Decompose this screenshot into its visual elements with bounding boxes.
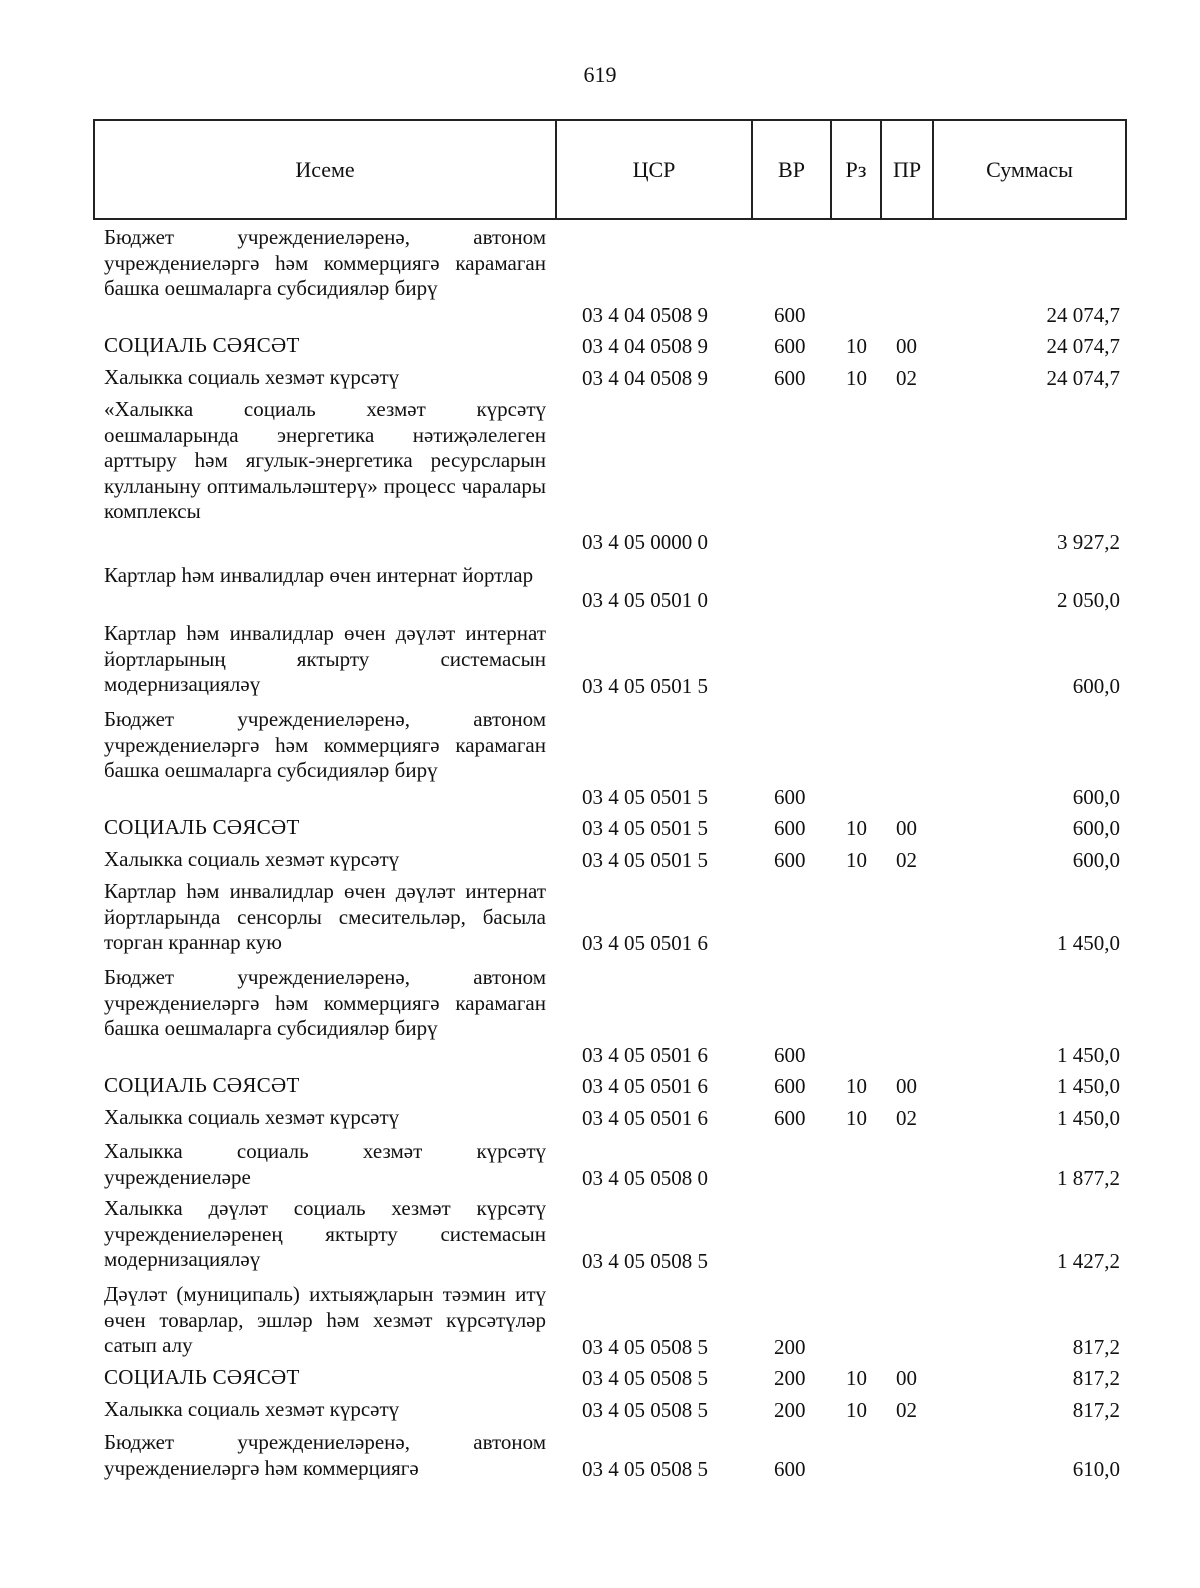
- cell-csr: 03 4 05 0501 6: [582, 930, 708, 955]
- cell-rz: 10: [846, 365, 867, 390]
- cell-csr: 03 4 05 0501 5: [582, 673, 708, 698]
- cell-sum: 600,0: [1072, 784, 1120, 809]
- cell-name: СОЦИАЛЬ СӘЯСӘТ: [104, 1365, 300, 1389]
- table-row: [0, 1365, 1200, 1391]
- table-row: [0, 815, 1200, 841]
- cell-pr: 02: [896, 1397, 917, 1422]
- cell-pr: 00: [896, 333, 917, 358]
- cell-csr: 03 4 05 0508 5: [582, 1334, 708, 1359]
- cell-rz: 10: [846, 1397, 867, 1422]
- cell-vr: 600: [774, 365, 806, 390]
- table-row: [0, 1105, 1200, 1131]
- cell-csr: 03 4 05 0501 6: [582, 1073, 708, 1098]
- table-row: [0, 1397, 1200, 1423]
- cell-vr: 600: [774, 1073, 806, 1098]
- cell-csr: 03 4 05 0501 5: [582, 847, 708, 872]
- cell-csr: 03 4 05 0501 6: [582, 1042, 708, 1067]
- cell-pr: 02: [896, 847, 917, 872]
- cell-vr: 600: [774, 1456, 806, 1481]
- cell-pr: 00: [896, 1073, 917, 1098]
- cell-sum: 600,0: [1072, 673, 1120, 698]
- cell-csr: 03 4 04 0508 9: [582, 302, 708, 327]
- cell-csr: 03 4 05 0508 5: [582, 1456, 708, 1481]
- cell-rz: 10: [846, 1105, 867, 1130]
- cell-name: «Халыкка социаль хезмәт күрсәтү оешмаларында энергетика нәтиҗәлелеген арттыру һәм ягулык-энергетика ресурсларын кулланыну оптимальләштерү» процесс чаралары комплексы: [104, 397, 546, 523]
- table-row: [0, 1196, 1200, 1274]
- table-row: [0, 1430, 1200, 1482]
- cell-name: Халыкка дәүләт социаль хезмәт күрсәтү учреждениеләренең яктырту системасын модернизацияләү: [104, 1196, 546, 1271]
- cell-rz: 10: [846, 1073, 867, 1098]
- table-header: [93, 119, 1127, 220]
- cell-sum: 1 877,2: [1057, 1165, 1120, 1190]
- cell-sum: 24 074,7: [1046, 365, 1120, 390]
- cell-csr: 03 4 05 0501 0: [582, 587, 708, 612]
- cell-name: Дәүләт (муниципаль) ихтыяҗларын тәэмин итү өчен товарлар, эшләр һәм хезмәт күрсәтүләр сатып алу: [104, 1282, 546, 1357]
- table-row: [0, 621, 1200, 699]
- cell-name: Бюджет учреждениеләренә, автоном учреждениеләргә һәм коммерциягә карамаган башка оешмаларга субсидияләр бирү: [104, 225, 546, 300]
- header-name: Исеме: [95, 121, 557, 218]
- cell-sum: 1 450,0: [1057, 930, 1120, 955]
- table-row: [0, 847, 1200, 873]
- cell-pr: 00: [896, 1365, 917, 1390]
- cell-name: СОЦИАЛЬ СӘЯСӘТ: [104, 1073, 300, 1097]
- cell-name: Халыкка социаль хезмәт күрсәтү: [104, 847, 400, 871]
- cell-csr: 03 4 05 0508 5: [582, 1397, 708, 1422]
- cell-name: Картлар һәм инвалидлар өчен дәүләт интернат йортларында сенсорлы смесительләр, басыла торган краннар кую: [104, 879, 546, 954]
- cell-name: СОЦИАЛЬ СӘЯСӘТ: [104, 333, 300, 357]
- table-row: [0, 1073, 1200, 1099]
- cell-rz: 10: [846, 847, 867, 872]
- cell-rz: 10: [846, 333, 867, 358]
- cell-pr: 02: [896, 365, 917, 390]
- table-row: [0, 397, 1200, 555]
- cell-sum: 600,0: [1072, 847, 1120, 872]
- cell-sum: 1 450,0: [1057, 1073, 1120, 1098]
- table-row: [0, 965, 1200, 1068]
- cell-vr: 600: [774, 847, 806, 872]
- cell-name: Халыкка социаль хезмәт күрсәтү: [104, 1397, 400, 1421]
- cell-vr: 600: [774, 302, 806, 327]
- cell-sum: 817,2: [1072, 1397, 1120, 1422]
- cell-sum: 1 450,0: [1057, 1042, 1120, 1067]
- cell-vr: 200: [774, 1397, 806, 1422]
- cell-csr: 03 4 05 0508 0: [582, 1165, 708, 1190]
- cell-csr: 03 4 04 0508 9: [582, 365, 708, 390]
- cell-name: Халыкка социаль хезмәт күрсәтү: [104, 1105, 400, 1129]
- cell-name: Халыкка социаль хезмәт күрсәтү: [104, 365, 400, 389]
- cell-pr: 00: [896, 815, 917, 840]
- cell-csr: 03 4 05 0508 5: [582, 1248, 708, 1273]
- cell-pr: 02: [896, 1105, 917, 1130]
- table-row: [0, 879, 1200, 956]
- header-sum: Суммасы: [986, 156, 1073, 182]
- cell-sum: 24 074,7: [1046, 302, 1120, 327]
- cell-vr: 200: [774, 1365, 806, 1390]
- table-row: [0, 365, 1200, 391]
- cell-rz: 10: [846, 1365, 867, 1390]
- cell-rz: 10: [846, 815, 867, 840]
- cell-sum: 2 050,0: [1057, 587, 1120, 612]
- cell-sum: 817,2: [1072, 1334, 1120, 1359]
- cell-sum: 24 074,7: [1046, 333, 1120, 358]
- table-row: [0, 225, 1200, 328]
- cell-sum: 1 427,2: [1057, 1248, 1120, 1273]
- cell-csr: 03 4 05 0508 5: [582, 1365, 708, 1390]
- cell-name: СОЦИАЛЬ СӘЯСӘТ: [104, 815, 300, 839]
- cell-csr: 03 4 05 0501 5: [582, 815, 708, 840]
- cell-vr: 600: [774, 333, 806, 358]
- cell-name: Бюджет учреждениеләренә, автоном учреждениеләргә һәм коммерциягә: [104, 1430, 546, 1480]
- cell-name: Бюджет учреждениеләренә, автоном учреждениеләргә һәм коммерциягә карамаган башка оешмаларга субсидияләр бирү: [104, 707, 546, 782]
- table-row: [0, 707, 1200, 810]
- page-number: 619: [583, 62, 617, 87]
- cell-csr: 03 4 05 0000 0: [582, 529, 708, 554]
- header-csr: ЦСР: [557, 121, 753, 218]
- cell-vr: 600: [774, 1105, 806, 1130]
- table-row: [0, 563, 1200, 613]
- cell-name: Картлар һәм инвалидлар өчен интернат йортлар: [104, 563, 534, 587]
- cell-vr: 200: [774, 1334, 806, 1359]
- table-row: [0, 1139, 1200, 1191]
- cell-sum: 600,0: [1072, 815, 1120, 840]
- cell-vr: 600: [774, 1042, 806, 1067]
- header-pr: ПР: [882, 121, 934, 218]
- cell-sum: 3 927,2: [1057, 529, 1120, 554]
- cell-csr: 03 4 05 0501 6: [582, 1105, 708, 1130]
- cell-sum: 610,0: [1072, 1456, 1120, 1481]
- header-rz: Рз: [832, 121, 882, 218]
- header-vr: ВР: [753, 121, 832, 218]
- cell-csr: 03 4 05 0501 5: [582, 784, 708, 809]
- cell-sum: 817,2: [1072, 1365, 1120, 1390]
- cell-name: Бюджет учреждениеләренә, автоном учреждениеләргә һәм коммерциягә карамаган башка оешмаларга субсидияләр бирү: [104, 965, 546, 1040]
- cell-vr: 600: [774, 784, 806, 809]
- cell-csr: 03 4 04 0508 9: [582, 333, 708, 358]
- cell-sum: 1 450,0: [1057, 1105, 1120, 1130]
- table-row: [0, 333, 1200, 359]
- table-row: [0, 1282, 1200, 1360]
- cell-name: Картлар һәм инвалидлар өчен дәүләт интернат йортларының яктырту системасын модернизацияләү: [104, 621, 546, 696]
- cell-name: Халыкка социаль хезмәт күрсәтү учреждениеләре: [104, 1139, 546, 1189]
- cell-vr: 600: [774, 815, 806, 840]
